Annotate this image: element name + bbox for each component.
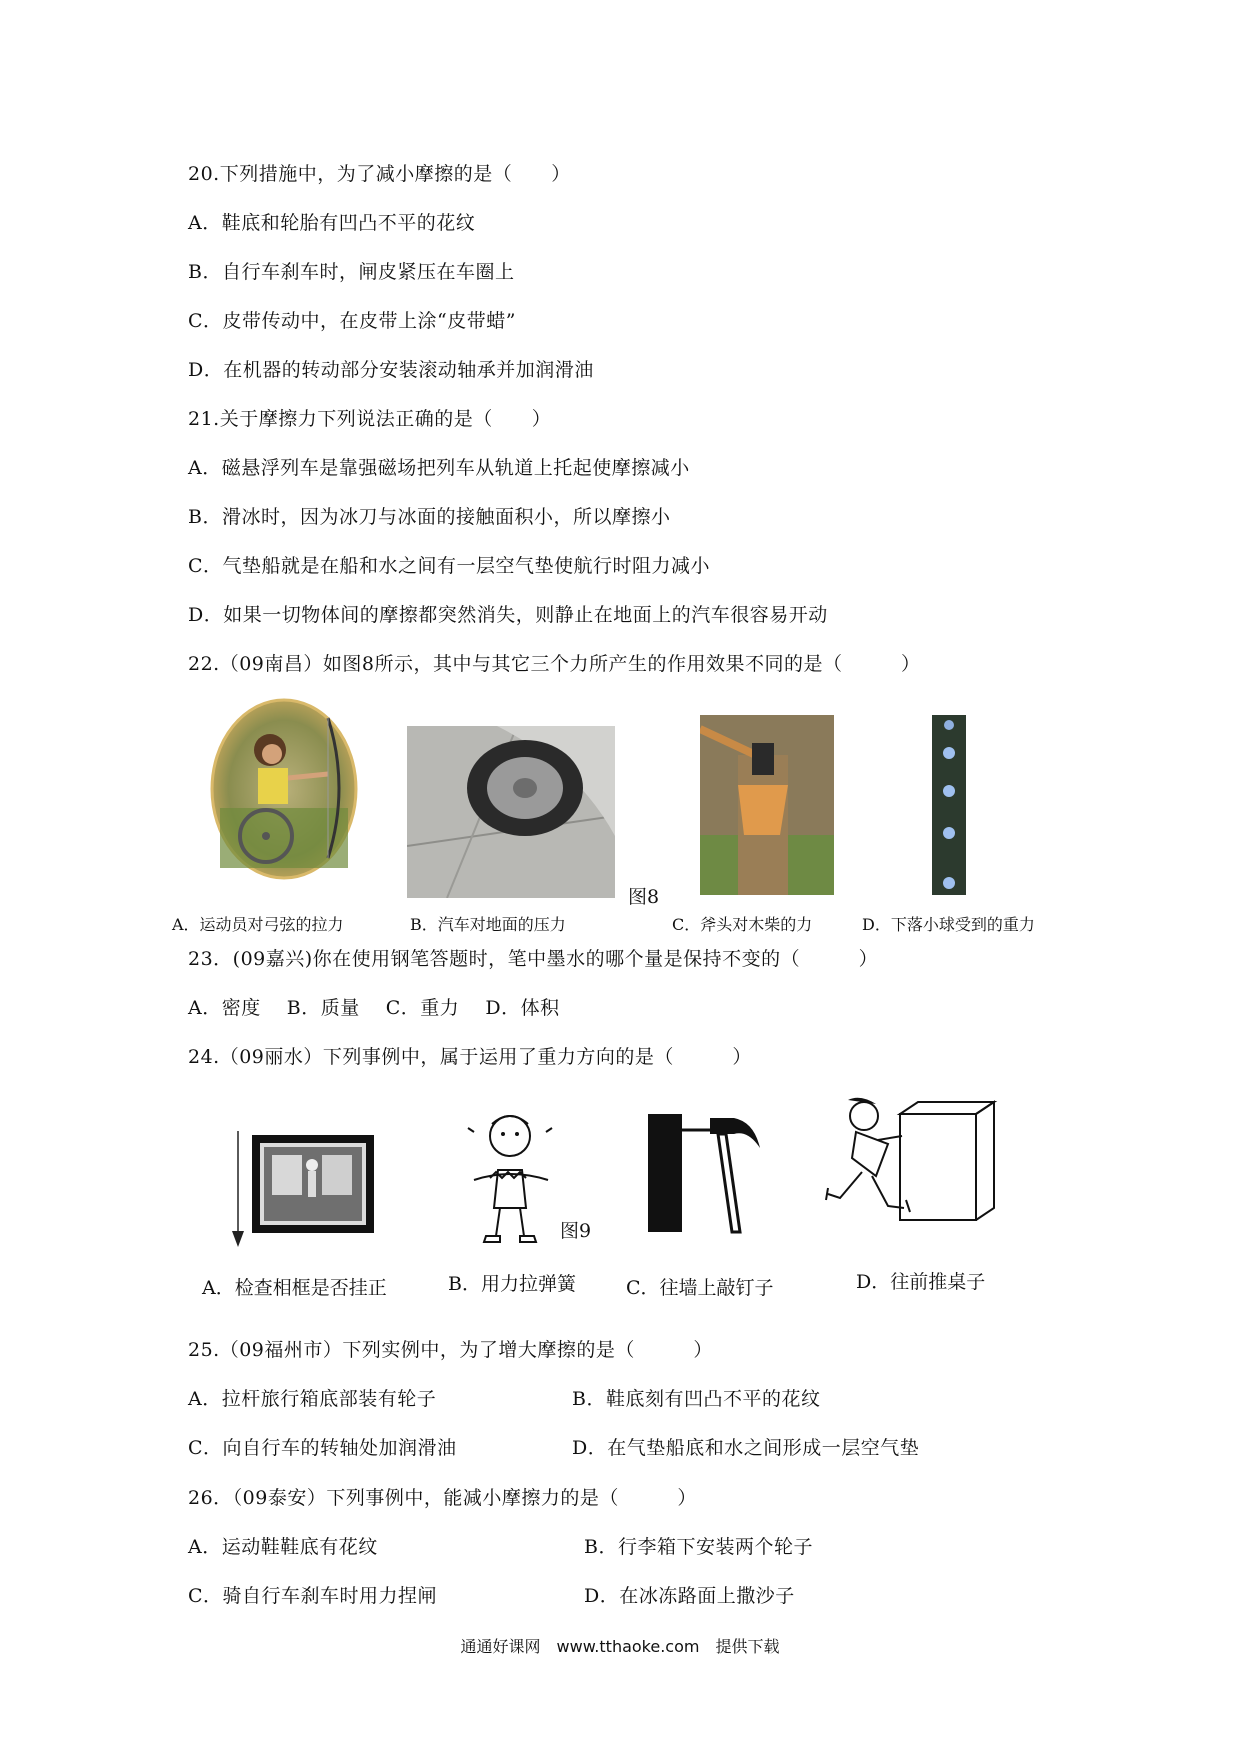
falling-ball-picture [932, 715, 966, 895]
q26-stem: 26．（09泰安）下列事例中，能减小摩擦力的是（ ） [188, 1487, 697, 1509]
figure-8-label: 图8 [628, 886, 660, 908]
q23-options: A．密度 B．质量 C．重力 D．体积 [188, 997, 560, 1019]
q21-option-d: D．如果一切物体间的摩擦都突然消失，则静止在地面上的汽车很容易开动 [188, 604, 828, 626]
car-tire-picture [407, 726, 615, 898]
q21-option-c: C．气垫船就是在船和水之间有一层空气垫使航行时阻力减小 [188, 555, 711, 577]
q21-stem: 21.关于摩擦力下列说法正确的是（ ） [188, 408, 552, 430]
q20-option-d: D．在机器的转动部分安装滚动轴承并加润滑油 [188, 359, 594, 381]
q23-stem: 23．(09嘉兴)你在使用钢笔答题时，笔中墨水的哪个量是保持不变的（ ） [188, 948, 879, 970]
q24-caption-c: C．往墙上敲钉子 [626, 1277, 774, 1299]
plumb-frame-picture [226, 1125, 376, 1247]
q25-stem: 25.（09福州市）下列实例中，为了增大摩擦的是（ ） [188, 1339, 713, 1361]
q25-option-a: A．拉杆旅行箱底部装有轮子 [188, 1388, 437, 1410]
q22-caption-a: A．运动员对弓弦的拉力 [172, 915, 344, 934]
q26-option-c: C．骑自行车刹车时用力捏闸 [188, 1585, 438, 1607]
hammer-nail-picture [648, 1110, 764, 1234]
q24-stem: 24.（09丽水）下列事例中，属于运用了重力方向的是（ ） [188, 1046, 752, 1068]
q22-caption-b: B．汽车对地面的压力 [410, 915, 566, 934]
q22-caption-d: D．下落小球受到的重力 [862, 915, 1035, 934]
q26-option-a: A．运动鞋鞋底有花纹 [188, 1536, 378, 1558]
page-footer: 通通好课网 www.tthaoke.com 提供下载 [460, 1637, 780, 1656]
spring-pull-picture [460, 1108, 562, 1248]
q26-option-d: D．在冰冻路面上撒沙子 [584, 1585, 795, 1607]
archer-picture [210, 698, 358, 880]
q21-option-a: A．磁悬浮列车是靠强磁场把列车从轨道上托起使摩擦减小 [188, 457, 690, 479]
q20-stem: 20.下列措施中，为了减小摩擦的是（ ） [188, 163, 571, 185]
q25-option-b: B．鞋底刻有凹凸不平的花纹 [572, 1388, 821, 1410]
q20-option-b: B．自行车刹车时，闸皮紧压在车圈上 [188, 261, 515, 283]
q20-option-c: C．皮带传动中，在皮带上涂“皮带蜡” [188, 310, 516, 332]
q22-stem: 22.（09南昌）如图8所示，其中与其它三个力所产生的作用效果不同的是（ ） [188, 653, 921, 675]
q25-option-d: D．在气垫船底和水之间形成一层空气垫 [572, 1437, 920, 1459]
q24-caption-b: B．用力拉弹簧 [448, 1273, 576, 1295]
q26-option-b: B．行李箱下安装两个轮子 [584, 1536, 813, 1558]
push-table-picture [822, 1096, 998, 1224]
q25-option-c: C．向自行车的转轴处加润滑油 [188, 1437, 457, 1459]
q22-caption-c: C．斧头对木柴的力 [672, 915, 813, 934]
q24-caption-d: D．往前推桌子 [856, 1271, 986, 1293]
q21-option-b: B．滑冰时，因为冰刀与冰面的接触面积小，所以摩擦小 [188, 506, 671, 528]
figure-9-label: 图9 [560, 1220, 592, 1242]
axe-wood-picture [700, 715, 834, 895]
q20-option-a: A．鞋底和轮胎有凹凸不平的花纹 [188, 212, 476, 234]
q24-caption-a: A．检查相框是否挂正 [202, 1277, 387, 1299]
